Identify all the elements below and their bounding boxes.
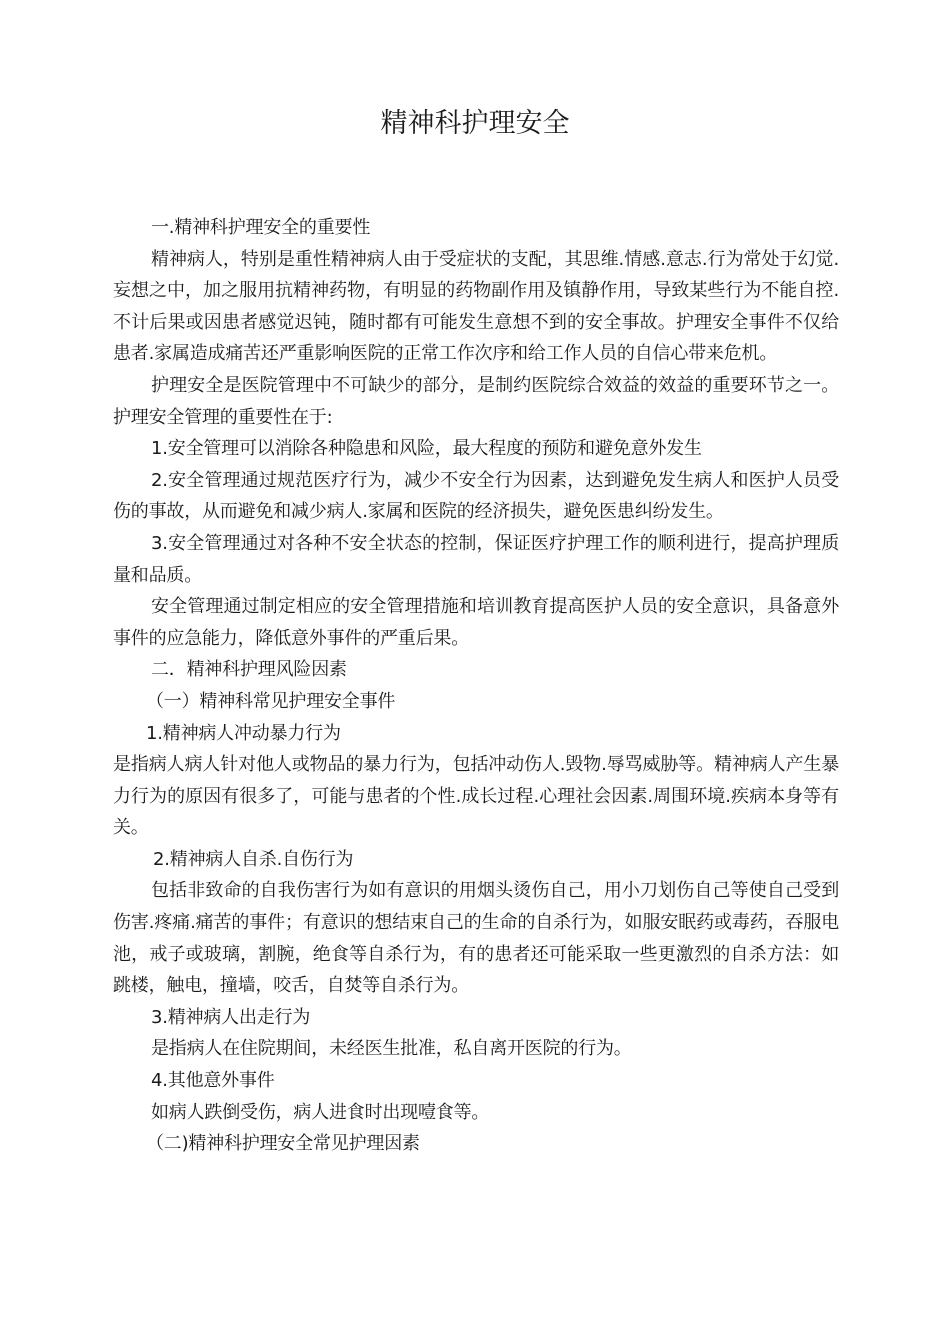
item-heading-elopement: 3.精神病人出走行为 <box>151 1006 311 1028</box>
document-title: 精神科护理安全 <box>380 108 570 139</box>
item-heading-other-accidents: 4.其他意外事件 <box>151 1070 275 1092</box>
paragraph-violence: 是指病人病人针对他人或物品的暴力行为，包括冲动伤人.毁物.辱骂威胁等。精神病人产生暴力行为的原因有很多了，可能与患者的个性.成长过程.心理社会因素.周围环境.疾病本身等有关。 <box>113 754 839 839</box>
paragraph-self-harm: 包括非致命的自我伤害行为如有意识的用烟头烫伤自己，用小刀划伤自己等使自己受到伤害.疼痛.痛苦的事件；有意识的想结束自己的生命的自杀行为，如服安眠药或毒药，吞服电池，戒子或玻璃，割腕，绝食等自杀行为，有的患者还可能采取一些更激烈的自杀方法：如跳楼，触电，撞墙，咬舌，自焚等自杀行为。 <box>113 880 839 997</box>
paragraph-patient-behavior: 精神病人，特别是重性精神病人由于受症状的支配，其思维.情感.意志.行为常处于幻觉.妄想之中，加之服用抗精神药物，有明显的药物副作用及镇静作用，导致某些行为不能自控.不计后果或因患者感觉迟钝，随时都有可能发生意想不到的安全事故。护理安全事件不仅给患者.家属造成痛苦还严重影响医院的正常工作次序和给工作人员的自信心带来危机。 <box>113 248 839 365</box>
list-item-3: 3.安全管理通过对各种不安全状态的控制，保证医疗护理工作的顺利进行，提高护理质量和品质。 <box>113 532 839 586</box>
paragraph-elopement: 是指病人在住院期间，未经医生批准，私自离开医院的行为。 <box>151 1038 632 1060</box>
section-heading-importance: 一.精神科护理安全的重要性 <box>151 217 371 238</box>
section-heading-risk-factors: 二．精神科护理风险因素 <box>151 659 347 681</box>
list-item-1: 1.安全管理可以消除各种隐患和风险，最大程度的预防和避免意外发生 <box>151 438 702 460</box>
subsection-heading-common-events: （一）精神科常见护理安全事件 <box>146 690 396 712</box>
subsection-heading-nursing-factors: （二)精神科护理安全常见护理因素 <box>146 1133 420 1155</box>
paragraph-other-accidents: 如病人跌倒受伤，病人进食时出现噎食等。 <box>151 1101 490 1123</box>
item-heading-violence: 1.精神病人冲动暴力行为 <box>146 722 341 744</box>
paragraph-safety-management: 护理安全是医院管理中不可缺少的部分，是制约医院综合效益的效益的重要环节之一。护理安全管理的重要性在于: <box>113 374 839 428</box>
paragraph-training: 安全管理通过制定相应的安全管理措施和培训教育提高医护人员的安全意识，具备意外事件的应急能力，降低意外事件的严重后果。 <box>113 596 839 649</box>
document-body <box>113 212 839 1160</box>
item-heading-self-harm: 2.精神病人自杀.自伤行为 <box>153 848 354 870</box>
list-item-2: 2.安全管理通过规范医疗行为，减少不安全行为因素，达到避免发生病人和医护人员受伤的事故，从而避免和减少病人.家属和医院的经济损失，避免医患纠纷发生。 <box>113 469 839 523</box>
